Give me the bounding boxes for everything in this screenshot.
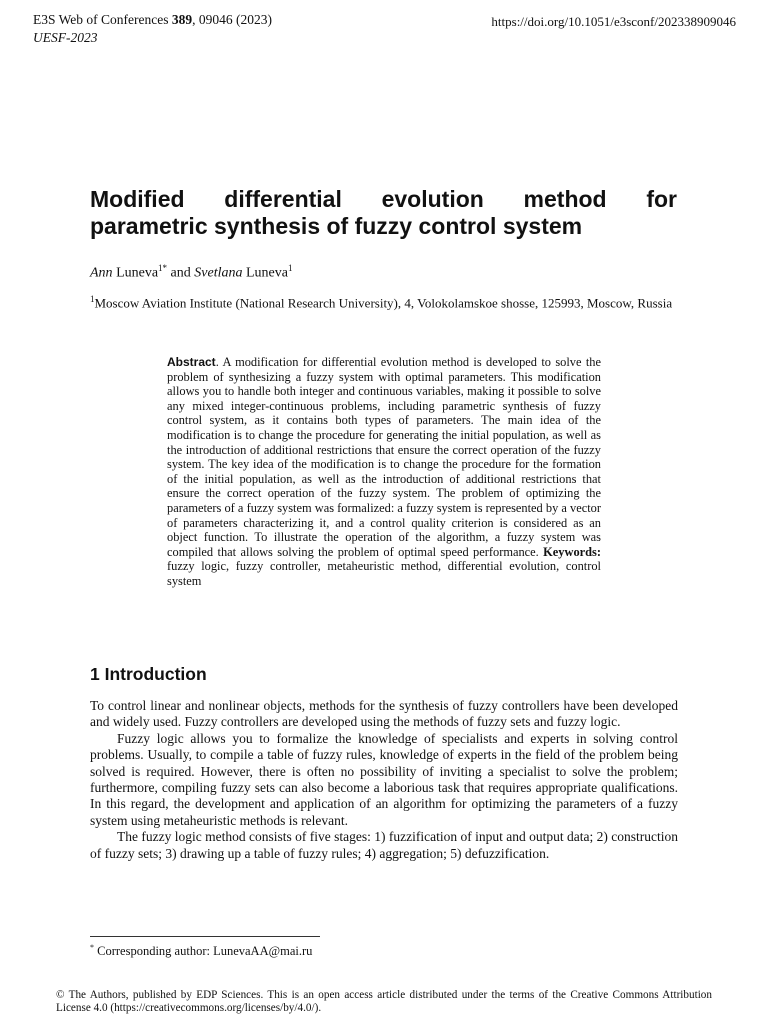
introduction-body: [90, 698, 678, 862]
conference-name: UESF-2023: [33, 30, 98, 45]
doi-link[interactable]: https://doi.org/10.1051/e3sconf/202338909046: [491, 14, 736, 29]
abstract-label: Abstract: [167, 355, 216, 369]
author-list: [90, 263, 292, 282]
title-line-2: parametric synthesis of fuzzy control system: [90, 213, 583, 239]
journal-citation: [33, 12, 272, 28]
author1-first: Ann: [90, 265, 113, 281]
paragraph: To control linear and nonlinear objects, methods for the synthesis of fuzzy controllers have been developed and widely used. Fuzzy controllers are developed using the methods of fuzzy sets and fuzzy logic.: [90, 698, 678, 730]
affil-sup: 1: [90, 294, 95, 304]
keywords-label: Keywords:: [543, 544, 601, 559]
footnote-text: Corresponding author: LunevaAA@mai.ru: [94, 944, 313, 959]
license-notice: © The Authors, published by EDP Sciences. This is an open access article distributed under the terms of the Creative Commons Attribution License 4.0 (https://creativecommons.org/licenses/by/4.0/).: [56, 989, 712, 1014]
author1-last: Luneva: [112, 265, 159, 281]
article-number: , 09046 (2023): [192, 12, 273, 27]
section-heading: 1 Introduction: [90, 664, 207, 684]
journal-volume: 389: [171, 12, 193, 27]
footnote-divider: [90, 936, 320, 937]
keywords-text: fuzzy logic, fuzzy controller, metaheuristic method, differential evolution, control system: [167, 559, 601, 588]
footnote: [90, 943, 312, 959]
affil-text: Moscow Aviation Institute (National Research University), 4, Volokolamskoe shosse, 125993, Moscow, Russia: [94, 295, 673, 311]
abstract-text: . A modification for differential evolution method is developed to solve the problem of synthesizing a fuzzy system with optimal parameters. This modification allows you to handle both integer and continuous variables, making it possible to solve any mixed integer-continuous problems, including parametric synthesis of fuzzy control system, as it contains both types of parameters. The main idea of the modification is to change the procedure for generating the initial population, as well as the introduction of additional restrictions that ensure the correct operation of the fuzzy system. The key idea of the modification is to change the procedure for the formation of the initial population, as well as the introduction of additional restrictions that ensure the correct operation of the fuzzy system. The problem of optimizing the parameters of a fuzzy system was formalized: a fuzzy system is represented by a vector of parameters characterizing it, and a control quality criterion is considered as an object function. To illustrate the operation of the algorithm, a fuzzy system was compiled that allows solving the problem of optimal speed performance.: [167, 355, 601, 559]
title-line-1: Modified differential evolution method for: [90, 186, 677, 212]
and-text: and: [167, 265, 195, 281]
footnote-mark: *: [90, 943, 94, 952]
author2-last: Luneva: [242, 265, 288, 281]
author2-sup: 1: [287, 263, 293, 273]
affiliation: [90, 291, 680, 311]
author1-sup: 1*: [158, 263, 168, 273]
author2-first: Svetlana: [194, 265, 243, 281]
paragraph: The fuzzy logic method consists of five stages: 1) fuzzification of input and output data; 2) construction of fuzzy sets; 3) drawing up a table of fuzzy rules; 4) aggregation; 5) defuzzification.: [90, 829, 678, 861]
journal-name: E3S Web of Conferences: [33, 12, 169, 27]
paper-title: [90, 186, 677, 240]
abstract: [167, 355, 601, 589]
paragraph: Fuzzy logic allows you to formalize the knowledge of specialists and experts in solving control problems. Usually, to compile a table of fuzzy rules, knowledge of experts in the field of the problem being solved is required. However, there is often no possibility of inviting a specialist to solve the problem; furthermore, compiling fuzzy sets can also become a laborious task that requires appropriate qualifications. In this regard, the development and application of an algorithm for optimizing the parameters of a fuzzy system using metaheuristic methods is relevant.: [90, 730, 678, 828]
